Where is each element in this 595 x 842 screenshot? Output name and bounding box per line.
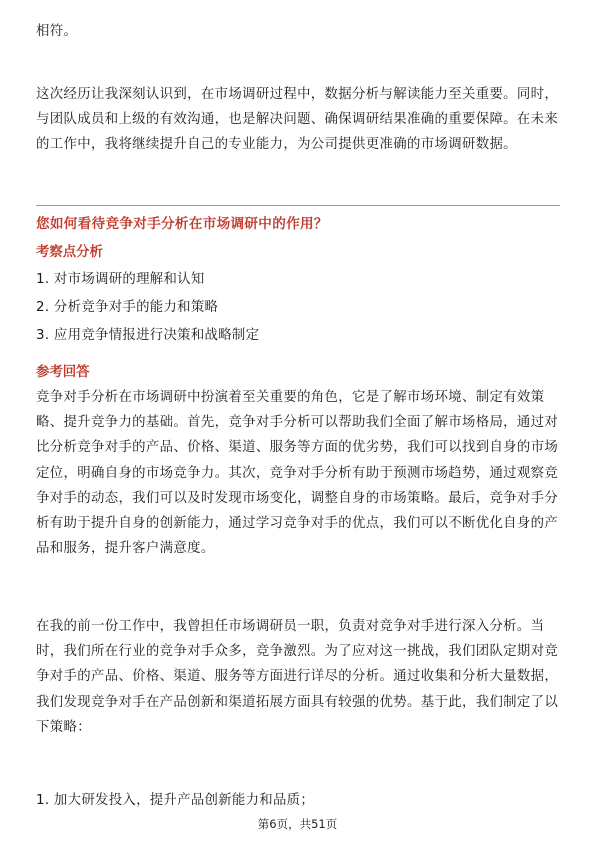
list-item: 3. 应用竞争情报进行决策和战略制定 [36, 328, 260, 343]
paragraph-answer-2: 在我的前一份工作中，我曾担任市场调研员一职，负责对竞争对手进行深入分析。当时，我们所在行业的竞争对手众多，竞争激烈。为了应对这一挑战，我们团队定期对竞争对手的产品、价格、渠道、服务等方面进行详尽的分析。通过收集和分析大量数据，我们发现竞争对手在产品创新和渠道拓展方面具有较强的优势。基于此，我们制定了以下策略： [36, 619, 559, 735]
paragraph-answer-1: 竞争对手分析在市场调研中扮演着至关重要的角色，它是了解市场环境、制定有效策略、提升竞争力的基础。首先，竞争对手分析可以帮助我们全面了解市场格局，通过对比分析竞争对手的产品、价格、渠道、服务等方面的优劣势，我们可以找到自身的市场定位，明确自身的市场竞争力。其次，竞争对手分析有助于预测市场趋势，通过观察竞争对手的动态，我们可以及时发现市场变化，调整自身的市场策略。最后，竞争对手分析有助于提升自身的创新能力，通过学习竞争对手的优点，我们可以不断优化自身的产品和服务，提升客户满意度。 [36, 390, 559, 557]
paragraph-intro-tail: 相符。 [36, 24, 78, 39]
list-item: 1. 对市场调研的理解和认知 [36, 272, 205, 287]
list-item-strategy-1: 1. 加大研发投入，提升产品创新能力和品质； [36, 793, 315, 808]
list-item: 2. 分析竞争对手的能力和策略 [36, 300, 219, 315]
question-title: 您如何看待竞争对手分析在市场调研中的作用？ [36, 216, 328, 232]
page-indicator: 第6页，共51页 [257, 817, 338, 831]
answer-heading: 参考回答 [36, 365, 90, 380]
paragraph-reflection: 这次经历让我深刻认识到，在市场调研过程中，数据分析与解读能力至关重要。同时，与团队成员和上级的有效沟通，也是解决问题、确保调研结果准确的重要保障。在未来的工作中，我将继续提升自己的专业能力，为公司提供更准确的市场调研数据。 [36, 87, 559, 153]
section-divider [36, 205, 560, 206]
points-heading: 考察点分析 [36, 245, 103, 260]
